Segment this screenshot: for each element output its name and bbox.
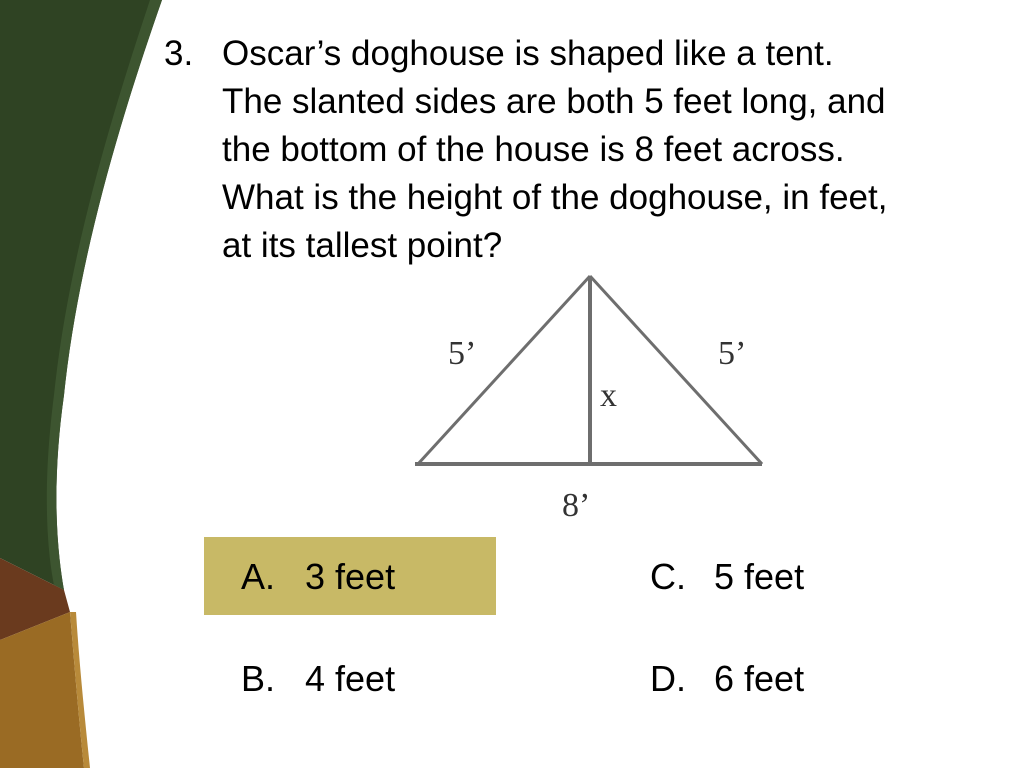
choice-text: 6 feet bbox=[714, 658, 805, 699]
left-slant-side bbox=[418, 276, 590, 464]
base-label: 8’ bbox=[562, 487, 591, 524]
question-text bbox=[222, 30, 1004, 270]
choice-text: 5 feet bbox=[714, 556, 805, 597]
answer-choice-a[interactable] bbox=[241, 556, 395, 598]
answer-choice-b[interactable] bbox=[241, 658, 395, 700]
right-side-label: 5’ bbox=[718, 335, 747, 372]
question-line: at its tallest point? bbox=[222, 226, 503, 265]
left-side-label: 5’ bbox=[448, 335, 477, 372]
choice-letter: C. bbox=[650, 556, 686, 597]
question-number: 3. bbox=[164, 34, 194, 73]
choice-text: 4 feet bbox=[305, 658, 396, 699]
question-line: The slanted sides are both 5 feet long, and bbox=[222, 82, 886, 121]
decor-dark-green-shape bbox=[0, 0, 162, 590]
question-line: What is the height of the doghouse, in feet, bbox=[222, 178, 888, 217]
answer-choice-d[interactable] bbox=[650, 658, 804, 700]
height-label: x bbox=[600, 377, 617, 414]
question-line: Oscar’s doghouse is shaped like a tent. bbox=[222, 34, 834, 73]
decor-gold-shape bbox=[0, 612, 84, 768]
question-line: the bottom of the house is 8 feet across. bbox=[222, 130, 845, 169]
answer-choice-c[interactable] bbox=[650, 556, 804, 598]
question-block bbox=[164, 30, 1004, 270]
choice-letter: B. bbox=[241, 658, 276, 699]
choice-text: 3 feet bbox=[305, 556, 396, 597]
tent-triangle-diagram bbox=[400, 262, 780, 532]
choice-letter: A. bbox=[241, 556, 276, 597]
choice-letter: D. bbox=[650, 658, 686, 699]
